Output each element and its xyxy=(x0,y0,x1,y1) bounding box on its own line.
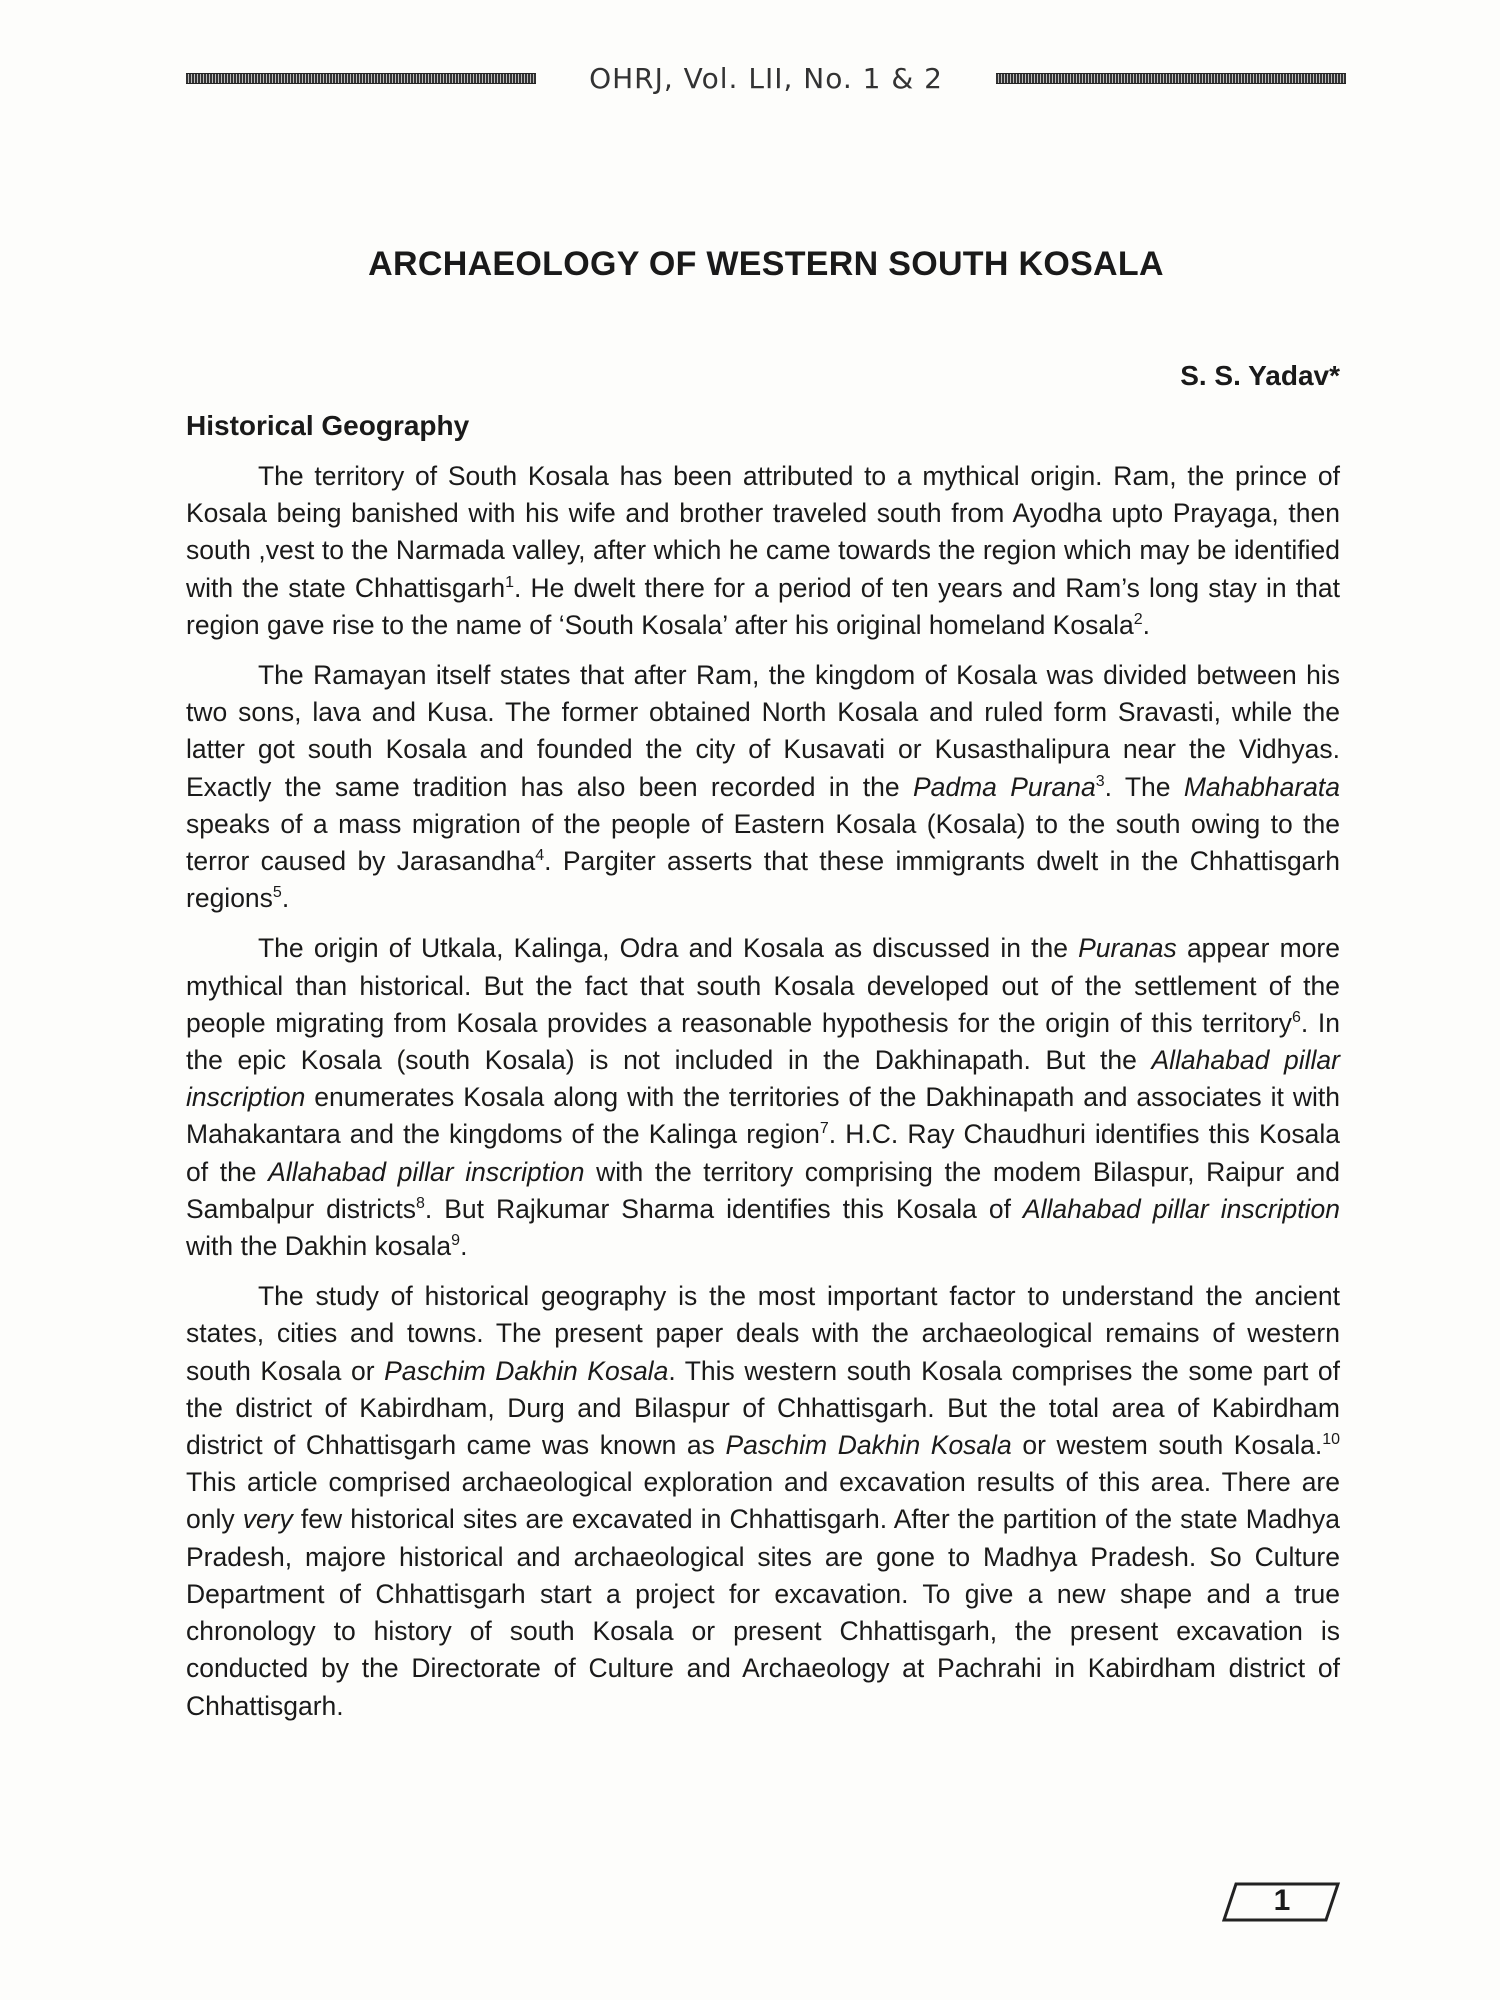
italic-text: Padma Purana xyxy=(912,771,1096,802)
journal-citation: OHRJ, Vol. LII, No. 1 & 2 xyxy=(589,61,943,95)
article-title: ARCHAEOLOGY OF WESTERN SOUTH KOSALA xyxy=(368,245,1164,283)
text-run: The territory of South Kosala has been attributed to a mythical origin. Ram, the prince of Kosala being banished with his wife and brother traveled south from Ayodha upto Prayaga, then south ,vest to the Narmada valley, after which he came towards the region which may be identified with the state Chhattisgarh xyxy=(186,461,1340,603)
text-run: or westem south Kosala. xyxy=(1011,1430,1323,1461)
section-heading: Historical Geography xyxy=(186,410,470,441)
text-run: . xyxy=(1142,609,1150,640)
footnote-ref: 2 xyxy=(1133,610,1143,628)
text-run: . H.C. Ray Chaudhuri identifies this Kosala of the xyxy=(186,1119,1340,1187)
italic-text: Allahabad pillar inscription xyxy=(1022,1193,1341,1224)
footnote-ref: 1 xyxy=(505,573,514,591)
text-run: few historical sites are excavated in Chhattisgarh. After the partition of the state Madhya Pradesh, majore historical and archaeological sites are gone to Madhya Pradesh. So Culture Department of Chhattisgarh start a project for excavation. To give a new shape and a true chronology to history of south Kosala or present Chhattisgarh, the present excavation is conducted by the Directorate of Culture and Archaeology at Pachrahi in Kabirdham district of Chhattisgarh. xyxy=(186,1504,1340,1721)
header-rule-right xyxy=(996,73,1346,84)
italic-text: Allahabad pillar inscription xyxy=(186,1045,1340,1113)
footnote-ref: 10 xyxy=(1322,1431,1340,1449)
footnote-ref: 8 xyxy=(415,1194,425,1212)
footnote-ref: 3 xyxy=(1095,772,1105,790)
article-body xyxy=(186,458,1340,1738)
text-run: with the territory comprising the modem Bilaspur, Raipur and Sambalpur districts xyxy=(186,1156,1340,1224)
page-number: 1 xyxy=(1273,1884,1291,1917)
text-run: enumerates Kosala along with the territories of the Dakhinapath and associates it with Mahakantara and the kingdoms of the Kalinga region xyxy=(186,1082,1340,1150)
text-run: . This western south Kosala comprises the some part of the district of Kabirdham, Durg and Bilaspur of Chhattisgarh. But the total area of Kabirdham district of Chhattisgarh came was known as xyxy=(186,1355,1340,1461)
italic-text: Paschim Dakhin Kosala xyxy=(725,1430,1012,1461)
page-number-box xyxy=(1222,1880,1342,1924)
text-run: This article comprised archaeological exploration and excavation results of this area. There are only xyxy=(186,1467,1340,1535)
footnote-ref: 7 xyxy=(819,1120,829,1138)
footnote-ref: 4 xyxy=(535,847,545,865)
text-run: . In the epic Kosala (south Kosala) is not included in the Dakhinapath. But the xyxy=(186,1007,1340,1076)
text-run: The origin of Utkala, Kalinga, Odra and Kosala as discussed in the xyxy=(258,933,1079,964)
footnote-ref: 9 xyxy=(451,1232,461,1250)
text-run: . xyxy=(281,883,290,914)
text-run: with the Dakhin kosala xyxy=(186,1231,452,1262)
text-run: appear more mythical than historical. But the fact that south Kosala developed out of the settlement of the people migrating from Kosala provides a reasonable hypothesis for the origin of this territory xyxy=(186,933,1340,1038)
text-run: . Pargiter asserts that these immigrants dwelt in the Chhattisgarh regions xyxy=(186,846,1340,914)
footnote-ref: 5 xyxy=(272,884,282,902)
text-run: The Ramayan itself states that after Ram, the kingdom of Kosala was divided between his two sons, lava and Kusa. The former obtained North Kosala and ruled form Sravasti, while the latter got south Kosala and founded the city of Kusavati or Kusasthalipura near the Vidhyas. Exactly the same tradition has also been recorded in the xyxy=(186,660,1340,802)
paragraph xyxy=(186,657,1340,917)
header-rule-left xyxy=(186,73,536,84)
italic-text: Puranas xyxy=(1078,933,1177,964)
text-run: The study of historical geography is the most important factor to understand the ancient states, cities and towns. The present paper deals with the archaeological remains of western south Kosala or xyxy=(186,1281,1340,1386)
author-name: S. S. Yadav* xyxy=(1180,360,1340,391)
paragraph xyxy=(186,458,1340,644)
italic-text: Allahabad pillar inscription xyxy=(268,1156,585,1187)
italic-text: Mahabharata xyxy=(1183,771,1340,802)
text-run: . The xyxy=(1104,771,1184,802)
text-run: . He dwelt there for a period of ten years and Ram’s long stay in that region gave rise to the name of ‘South Kosala’ after his original homeland Kosala xyxy=(186,572,1340,640)
text-run: . xyxy=(460,1231,468,1262)
paragraph xyxy=(186,1278,1340,1724)
italic-text: Paschim Dakhin Kosala xyxy=(384,1355,669,1386)
italic-text: very xyxy=(242,1504,293,1535)
text-run: speaks of a mass migration of the people of Eastern Kosala (Kosala) to the south owing to the terror caused by Jarasandha xyxy=(186,808,1340,877)
running-header xyxy=(186,58,1346,98)
paragraph xyxy=(186,930,1340,1265)
text-run: . But Rajkumar Sharma identifies this Kosala of xyxy=(424,1193,1023,1224)
footnote-ref: 6 xyxy=(1292,1008,1301,1026)
